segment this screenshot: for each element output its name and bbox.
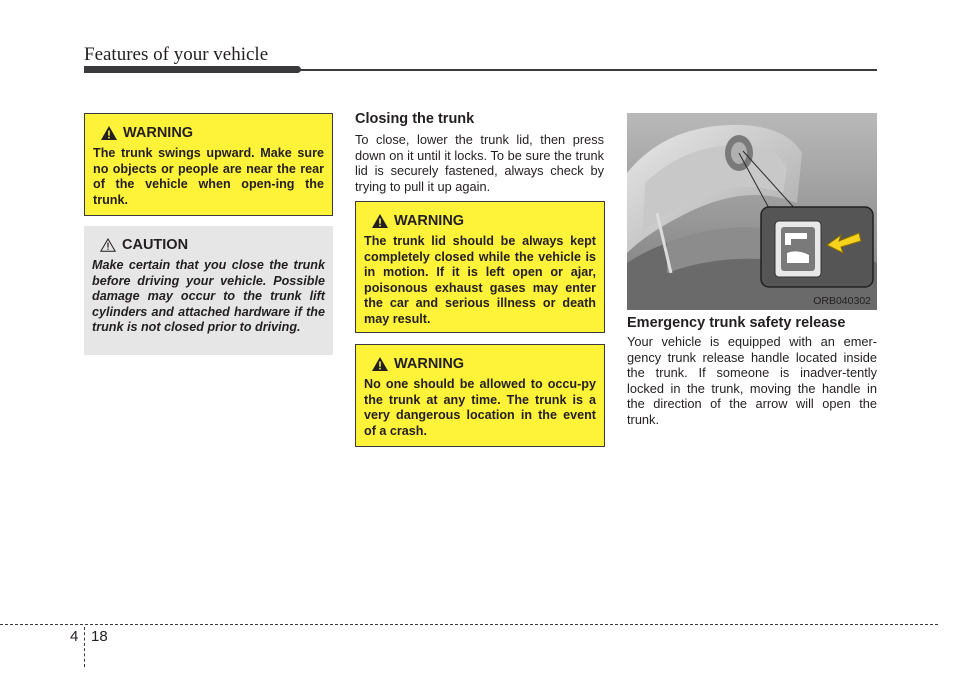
header-bar bbox=[84, 66, 301, 73]
chapter-number: 4 bbox=[70, 628, 79, 645]
warning-title: WARNING bbox=[394, 213, 465, 229]
warning-text: The trunk swings upward. Make sure no objects or people are near the rear of the vehicle when open-ing the trunk. bbox=[93, 146, 324, 207]
warning-triangle-icon bbox=[101, 126, 117, 140]
emergency-release-text: Your vehicle is equipped with an emer-gency trunk release handle located inside the trunk. If someone is inadver-tently locked in the trunk, moving the handle in the direction of the arrow will open the trunk. bbox=[627, 334, 877, 427]
warning-text: No one should be allowed to occu-py the trunk at any time. The trunk is a very dangerous location in the event of a crash. bbox=[364, 377, 596, 438]
footer-divider bbox=[84, 627, 85, 667]
caution-triangle-icon bbox=[100, 238, 116, 252]
warning-text: The trunk lid should be always kept completely closed while the vehicle is in motion. If it is left open or ajar, poisonous exhaust gases may enter the car and serious illness or death may result. bbox=[364, 234, 596, 326]
warning-box-lid-closed bbox=[355, 201, 605, 333]
warning-header bbox=[372, 210, 596, 232]
warning-triangle-icon bbox=[372, 357, 388, 371]
warning-triangle-icon bbox=[372, 214, 388, 228]
warning-box-no-occupants bbox=[355, 344, 605, 447]
warning-title: WARNING bbox=[394, 356, 465, 372]
open-trunk-illustration bbox=[627, 113, 877, 310]
warning-header bbox=[372, 353, 596, 375]
warning-header bbox=[101, 122, 324, 144]
closing-trunk-heading: Closing the trunk bbox=[355, 111, 475, 127]
warning-title: WARNING bbox=[123, 125, 194, 141]
closing-trunk-text: To close, lower the trunk lid, then press down on it until it locks. To be sure the trunk lid is securely fastened, always check by trying to pull it up again. bbox=[355, 132, 604, 194]
caution-text: Make certain that you close the trunk before driving your vehicle. Possible damage may occur to the trunk lift cylinders and attached hardware if the trunk is not closed prior to driving. bbox=[92, 258, 325, 334]
section-title: Features of your vehicle bbox=[84, 44, 269, 65]
caution-box-close-trunk bbox=[84, 226, 333, 355]
trunk-release-figure bbox=[627, 113, 877, 310]
caution-title: CAUTION bbox=[122, 237, 189, 253]
footer-rule bbox=[0, 624, 938, 625]
caution-header bbox=[100, 234, 325, 256]
figure-code: ORB040302 bbox=[813, 295, 871, 307]
page-number: 18 bbox=[91, 628, 108, 645]
header-rule bbox=[300, 69, 877, 71]
emergency-release-heading: Emergency trunk safety release bbox=[627, 315, 846, 331]
warning-box-trunk-swings bbox=[84, 113, 333, 216]
